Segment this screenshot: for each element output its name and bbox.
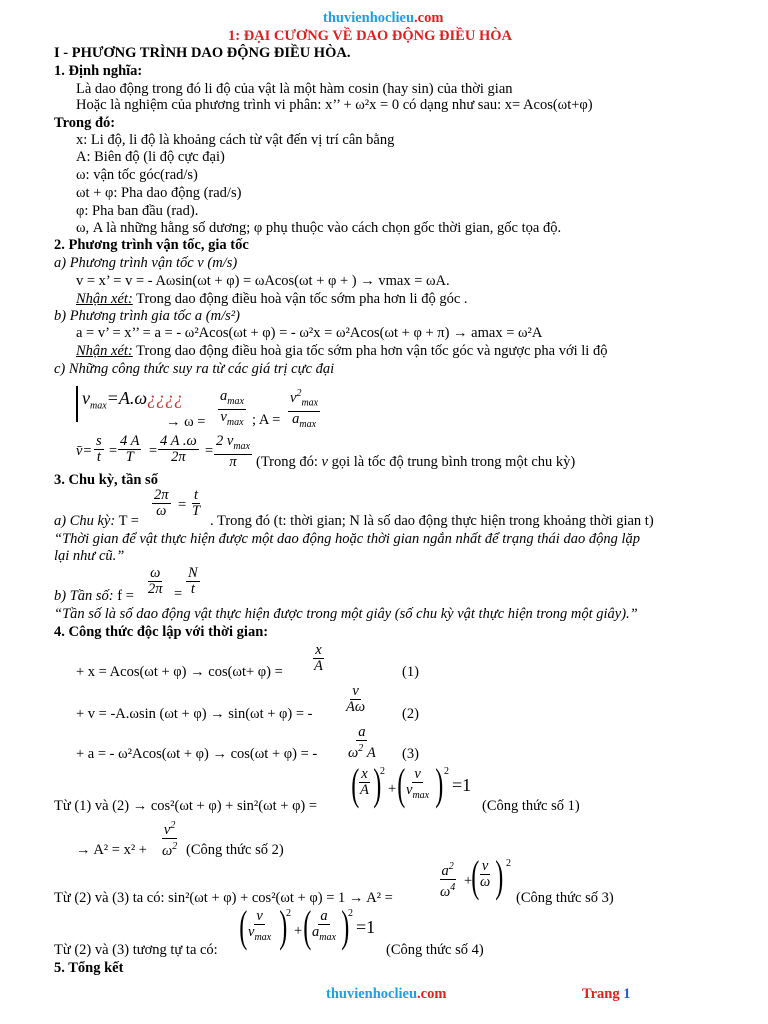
text-line: ωt + φ: Pha dao động (rad/s) [76, 185, 242, 201]
quote-line: lại như cũ.” [54, 548, 125, 564]
fraction: a $\omega^2$ A [348, 724, 376, 761]
fraction: t T [192, 487, 201, 519]
formula-text: = [178, 497, 187, 513]
period-eq: T = [118, 513, 139, 529]
remark-label: Nhận xét: [76, 343, 133, 359]
formula-label: (Công thức số 4) [386, 942, 484, 958]
formula-text: → ω = [166, 414, 206, 430]
site-name: thuvienhoclieu [323, 10, 415, 26]
equation-line: + a = - ω²Acos(ωt + φ) → cos(ωt + φ) = - [76, 746, 318, 762]
equation-line: + v = -A.ωsin (ωt + φ) → sin(ωt + φ) = - [76, 706, 313, 722]
formula-3: $a^2$ $\omega^4$ + ( v ω ) 2 [440, 852, 511, 901]
note-line: (Trong đó: v gọi là tốc độ trung bình trong một chu kỳ) [256, 454, 576, 470]
text-line: Là dao động trong đó li độ của vật là một hàm cosin (hay sin) của thời gian [76, 81, 513, 97]
formula-text: ; A = [252, 412, 281, 428]
remark-text: Trong dao động điều hoà vận tốc sớm pha hơn li độ góc . [136, 291, 468, 307]
page-number [582, 986, 630, 1003]
frequency-line [54, 588, 134, 605]
equation-number: (2) [402, 706, 419, 722]
remark-line [76, 291, 468, 308]
quote-line: “Thời gian để vật thực hiện được một dao động hoặc thời gian ngắn nhất để trạng thái dao động lặp [54, 531, 640, 547]
fraction: $v^2_{max}$ $a_{max}$ [290, 388, 319, 430]
equation-line: Từ (2) và (3) tương tự ta có: [54, 942, 218, 958]
note-text: gọi là tốc độ trung bình trong một chu kỳ) [331, 454, 576, 470]
equation-line: Từ (1) và (2) → cos²(ωt + φ) + sin²(ωt + φ) = [54, 798, 318, 814]
header-site [323, 10, 443, 27]
equation-line: a = v’ = x’’ = a = - ω²Acos(ωt + φ) = - ω²x = ω²Acos(ωt + φ + π) → amax = ω²A [76, 325, 543, 341]
formula-average-speed: v̄= s t = 4 A T = 4 A .ω 2π = 2 $v_{max}$ π [76, 433, 250, 470]
site-name: thuvienhoclieu [326, 986, 418, 1002]
fraction: 2π ω [154, 487, 169, 519]
heading-definition: 1. Định nghĩa: [54, 63, 143, 79]
heading-summary: 5. Tổng kết [54, 960, 124, 976]
site-tld: .com [417, 986, 447, 1002]
equation-number: (1) [402, 664, 419, 680]
page-label: Trang [582, 986, 620, 1002]
page-title: 1: ĐẠI CƯƠNG VỀ DAO ĐỘNG ĐIỀU HÒA [228, 28, 512, 44]
fraction: ω 2π [148, 565, 163, 597]
formula-1: ( x A ) 2 + ( v $v_{max}$ ) 2 =1 [351, 760, 472, 809]
equation-number: (3) [402, 746, 419, 762]
heading-period: 3. Chu kỳ, tần số [54, 472, 158, 488]
section-heading: I - PHƯƠNG TRÌNH DAO ĐỘNG ĐIỀU HÒA. [54, 45, 351, 61]
equation-line: + x = Acos(ωt + φ) → cos(ωt+ φ) = [76, 664, 283, 680]
formula-label: (Công thức số 2) [186, 842, 284, 858]
footer-site [326, 986, 446, 1003]
period-label: a) Chu kỳ: [54, 513, 116, 529]
fraction: $v^2$ $\omega^2$ [162, 820, 178, 859]
text-line: A: Biên độ (li độ cực đại) [76, 149, 225, 165]
formula-label: (Công thức số 1) [482, 798, 580, 814]
site-tld: .com [414, 10, 444, 26]
fraction: $a_{max}$ $v_{max}$ [220, 388, 244, 428]
remark-label: Nhận xét: [76, 291, 133, 307]
heading-independent: 4. Công thức độc lập với thời gian: [54, 624, 269, 640]
text-line: x: Li độ, li độ là khoảng cách từ vật đến vị trí cân bằng [76, 132, 395, 148]
text-line: ω, A là những hằng số dương; φ phụ thuộc vào cách chọn gốc thời gian, gốc tọa độ. [76, 220, 562, 236]
equation-line: → A² = x² + [76, 842, 147, 858]
text-line: ω: vận tốc góc(rad/s) [76, 167, 198, 183]
remark-line [76, 343, 607, 360]
period-desc: . Trong đó (t: thời gian; N là số dao động thực hiện trong khoảng thời gian t) [210, 513, 654, 529]
text-line: Hoặc là nghiệm của phương trình vi phân: x’’ + ω²x = 0 có dạng như sau: x= Acos(ωt+φ) [76, 97, 593, 113]
frequency-eq: f = [117, 588, 134, 604]
equation-line: Từ (2) và (3) ta có: sin²(ωt + φ) + cos²(ωt + φ) = 1 → A² = [54, 890, 393, 906]
heading-where: Trong đó: [54, 115, 116, 131]
period-line [54, 513, 139, 530]
note-open: (Trong đó: [256, 454, 318, 470]
formula-label: (Công thức số 3) [516, 890, 614, 906]
fraction: x A [314, 642, 323, 674]
quote-line: “Tần số là số dao động vật thực hiện được trong một giây (số chu kỳ vật thực hiện trong một giây).” [54, 606, 638, 622]
remark-text: Trong dao động điều hoà gia tốc sớm pha hơn vận tốc góc và ngược pha với li độ [136, 343, 608, 359]
formula-text: = [174, 586, 183, 602]
subheading: a) Phương trình vận tốc v (m/s) [54, 255, 238, 271]
subheading: b) Phương trình gia tốc a (m/s²) [54, 308, 240, 324]
frequency-label: b) Tần số: [54, 588, 114, 604]
subheading: c) Những công thức suy ra từ các giá trị cực đại [54, 361, 335, 377]
fraction: v Aω [346, 683, 366, 715]
fraction: N t [188, 565, 198, 597]
page-num: 1 [623, 986, 631, 1002]
text-line: φ: Pha ban đầu (rad). [76, 203, 199, 219]
formula-4: ( v $v_{max}$ ) 2 + ( a $a_{max}$ ) 2 =1 [239, 902, 376, 951]
heading-velocity: 2. Phương trình vận tốc, gia tốc [54, 237, 249, 253]
equation-line: v = x’ = v = - Aωsin(ωt + φ) = ωAcos(ωt + φ + ) → vmax = ωA. [76, 273, 450, 289]
formula-vmax: $v_{max}=A.\omega¿¿¿¿$ [74, 384, 166, 424]
